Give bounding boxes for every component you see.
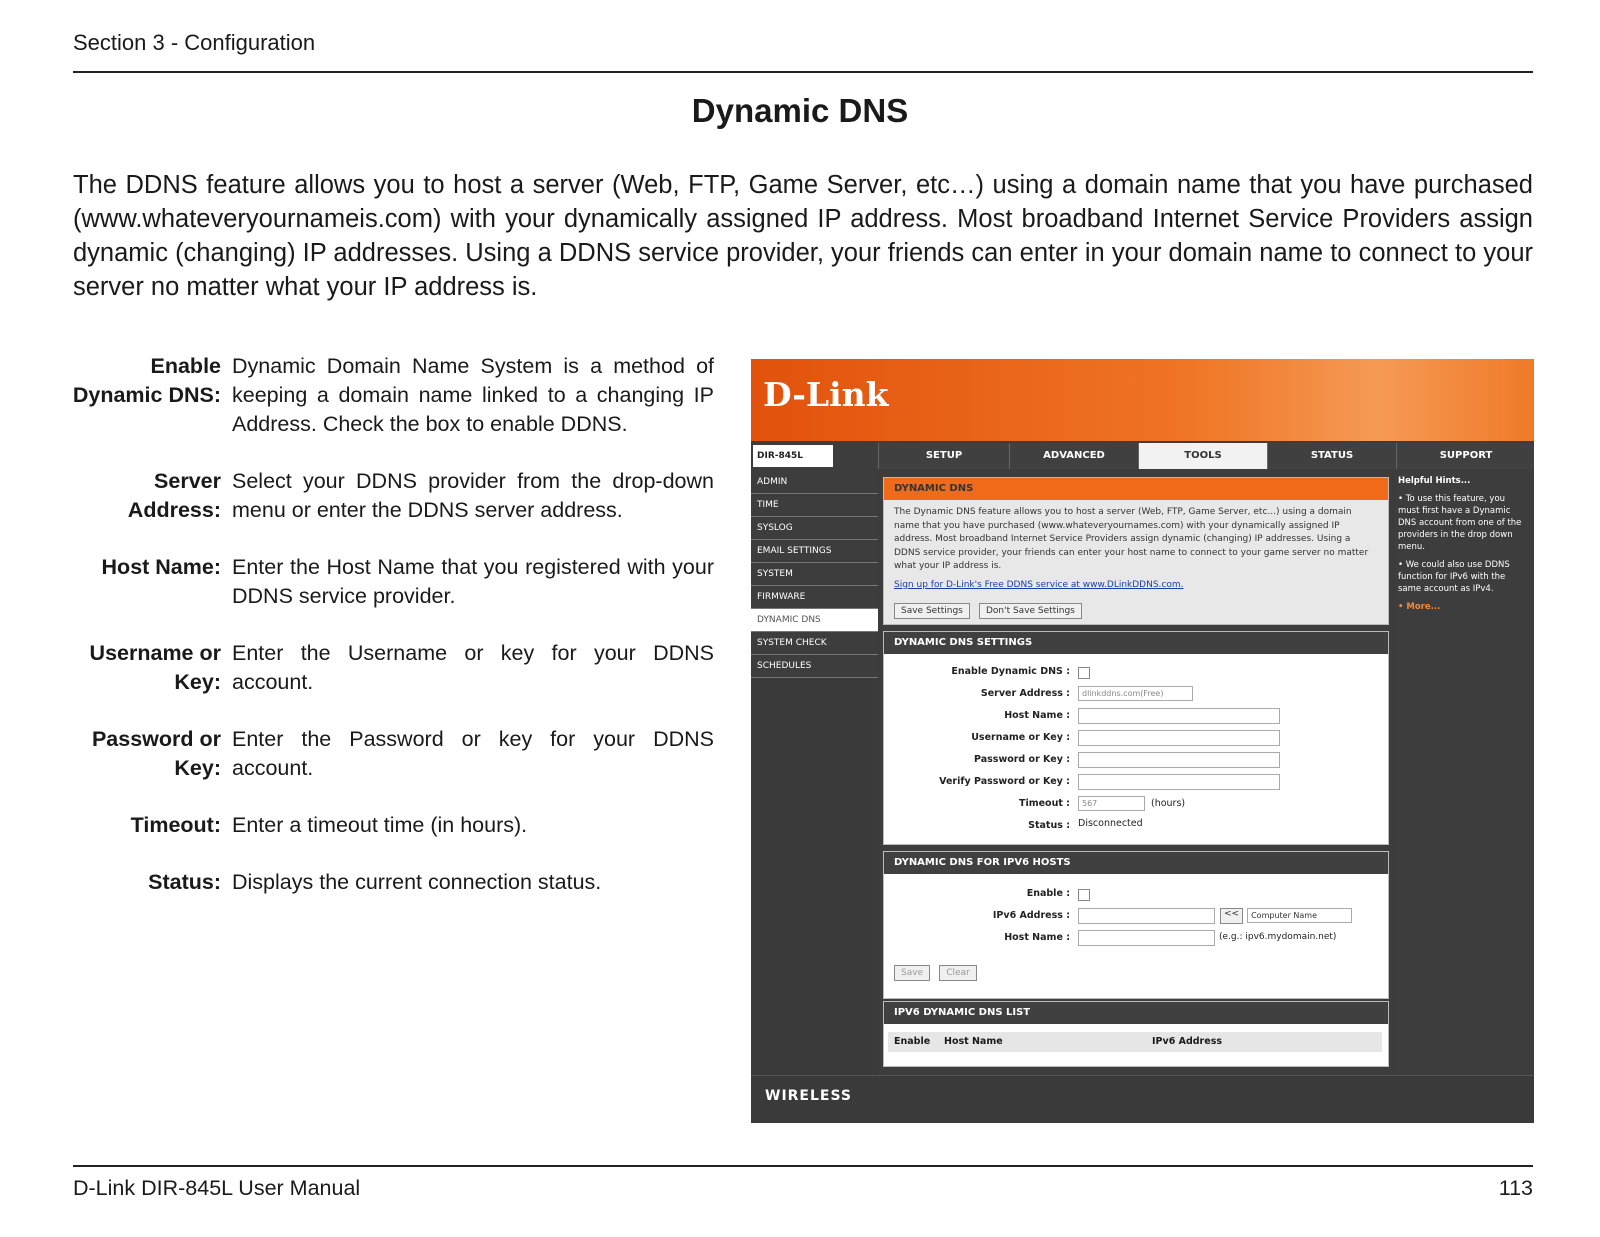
timeout-unit: (hours) (1151, 798, 1186, 809)
definition-item (60, 553, 714, 611)
router-screenshot (751, 359, 1534, 1123)
definition-desc: Dynamic Domain Name System is a method of keeping a domain name linked to a changing IP Address. Check the box to enable DDNS. (232, 354, 714, 436)
username-label: Username or Key : (971, 732, 1070, 743)
hints-title: Helpful Hints... (1398, 476, 1471, 486)
header-rule (73, 71, 1533, 73)
save-settings-button[interactable]: Save Settings (894, 603, 970, 619)
intro-box-text: The Dynamic DNS feature allows you to host a server (Web, FTP, Game Server, etc...) using a domain name that you have purchased (www.whateveryournames.com) with your dynamically assigned IP address. Most broadband Internet Service Providers assign dynamic (changing) IP addresses. Using a DDNS service provider, your friends can enter your host name to connect to your game server no matter what your IP address is. (894, 507, 1369, 571)
router-footer (751, 1075, 1534, 1123)
ipv6-enable-label: Enable : (1026, 888, 1070, 899)
enable-ddns-row (884, 664, 1388, 682)
ipv6-enable-checkbox[interactable] (1078, 889, 1090, 901)
router-navbar (751, 441, 1534, 471)
definition-desc: Select your DDNS provider from the drop-down menu or enter the DDNS server address. (232, 469, 714, 522)
nav-item-system-check[interactable]: SYSTEM CHECK (751, 632, 878, 655)
ipv6-list-header (888, 1032, 1382, 1052)
col-host-name: Host Name (944, 1036, 1003, 1047)
verify-password-label: Verify Password or Key : (939, 776, 1070, 787)
col-enable: Enable (894, 1036, 931, 1047)
hint-item: • To use this feature, you must first have a Dynamic DNS account from one of the providers in the drop down menu. (1398, 494, 1522, 552)
ipv6-address-row (884, 908, 1388, 926)
ipv6-host-label: Host Name : (1004, 932, 1070, 943)
ddns-settings-box (883, 631, 1389, 845)
intro-paragraph: The DDNS feature allows you to host a server (Web, FTP, Game Server, etc…) using a domain name that you have purchased (www.whateveryournameis.com) with your dynamically assigned IP address. Most broadband Internet Service Providers assign dynamic (changing) IP addresses. Using a DDNS service provider, your friends can enter in your domain name to connect to your server no matter what your IP address is. (73, 171, 1533, 301)
page-title: Dynamic DNS (691, 92, 909, 129)
definition-item (60, 811, 714, 840)
col-ipv6-address: IPv6 Address (1152, 1036, 1222, 1047)
definition-item (60, 639, 714, 697)
ipv6-hosts-box (883, 851, 1389, 999)
username-row (884, 730, 1388, 748)
ipv6-host-example: (e.g.: ipv6.mydomain.net) (1219, 932, 1337, 942)
ipv6-clear-button[interactable]: Clear (939, 965, 977, 981)
definition-item (60, 352, 714, 439)
definition-desc: Enter the Username or key for your DDNS account. (232, 641, 714, 694)
tab-tools[interactable]: TOOLS (1138, 443, 1267, 469)
ipv6-list-box (883, 1001, 1389, 1067)
server-address-label: Server Address : (980, 688, 1070, 699)
host-name-row (884, 708, 1388, 726)
computer-name-select[interactable]: Computer Name (1247, 908, 1352, 923)
nav-item-dynamic-dns[interactable]: DYNAMIC DNS (751, 609, 878, 632)
username-input[interactable] (1078, 730, 1280, 746)
status-label: Status : (1028, 820, 1070, 831)
intro-box (883, 477, 1389, 625)
router-banner (751, 359, 1534, 441)
definition-term: Status: (148, 870, 221, 894)
definition-item (60, 868, 714, 897)
helpful-hints-panel (1394, 471, 1534, 1075)
definition-desc: Enter the Password or key for your DDNS account. (232, 727, 714, 780)
definition-term: Timeout: (130, 813, 221, 837)
timeout-input[interactable]: 567 (1078, 796, 1145, 811)
intro-button-row (894, 598, 1378, 619)
dont-save-settings-button[interactable]: Don't Save Settings (979, 603, 1082, 619)
wireless-logo: WIRELESS (765, 1088, 853, 1104)
nav-item-system[interactable]: SYSTEM (751, 563, 878, 586)
ipv6-address-label: IPv6 Address : (992, 910, 1070, 921)
ipv6-list-title: IPV6 DYNAMIC DNS LIST (884, 1002, 1388, 1024)
more-link[interactable]: • More... (1398, 602, 1441, 612)
copy-address-button[interactable]: << (1220, 908, 1243, 924)
ipv6-host-input[interactable] (1078, 930, 1215, 946)
manual-title: D-Link DIR-845L User Manual (73, 1176, 361, 1200)
router-left-nav (751, 471, 878, 678)
ipv6-save-button[interactable]: Save (894, 965, 930, 981)
ipv6-hosts-title: DYNAMIC DNS FOR IPV6 HOSTS (884, 852, 1388, 874)
intro-box-title: DYNAMIC DNS (884, 478, 1388, 500)
server-address-select[interactable]: dlinkddns.com(Free) (1078, 686, 1193, 701)
enable-ddns-label: Enable Dynamic DNS : (951, 666, 1070, 677)
router-main (879, 471, 1393, 1075)
definition-list (60, 352, 714, 925)
definition-item (60, 725, 714, 783)
status-row (884, 818, 1388, 836)
nav-item-syslog[interactable]: SYSLOG (751, 517, 878, 540)
server-address-row (884, 686, 1388, 704)
ipv6-button-row (894, 960, 981, 981)
footer-rule (73, 1165, 1533, 1167)
section-header: Section 3 - Configuration (73, 30, 316, 55)
tab-setup[interactable]: SETUP (878, 443, 1009, 469)
definition-term: Password or Key: (91, 727, 221, 780)
host-name-label: Host Name : (1004, 710, 1070, 721)
verify-password-row (884, 774, 1388, 792)
dlink-logo: D-Link (763, 375, 889, 414)
definition-desc: Enter the Host Name that you registered with your DDNS service provider. (232, 555, 714, 608)
nav-item-admin[interactable]: ADMIN (751, 471, 878, 494)
definition-term: Server Address: (127, 469, 221, 522)
timeout-label: Timeout : (1018, 798, 1070, 809)
password-row (884, 752, 1388, 770)
password-input[interactable] (1078, 752, 1280, 768)
model-slash-icon: // (811, 441, 828, 469)
definition-desc: Enter a timeout time (in hours). (232, 813, 528, 837)
definition-term: Username or Key: (89, 641, 221, 694)
status-value: Disconnected (1078, 818, 1143, 829)
host-name-input[interactable] (1078, 708, 1280, 724)
nav-item-firmware[interactable]: FIRMWARE (751, 586, 878, 609)
ipv6-host-row (884, 930, 1388, 948)
ipv6-enable-row (884, 886, 1388, 904)
tab-advanced[interactable]: ADVANCED (1009, 443, 1138, 469)
definition-item (60, 467, 714, 525)
hint-item: • We could also use DDNS function for IPv6 with the same account as IPv4. (1398, 560, 1510, 594)
tab-status[interactable]: STATUS (1267, 443, 1396, 469)
nav-item-schedules[interactable]: SCHEDULES (751, 655, 878, 678)
definition-term: Enable Dynamic DNS: (72, 354, 221, 407)
definition-desc: Displays the current connection status. (232, 870, 602, 894)
definition-term: Host Name: (101, 555, 221, 579)
enable-ddns-checkbox[interactable] (1078, 667, 1090, 679)
ipv6-address-input[interactable] (1078, 908, 1215, 924)
page-number: 113 (1498, 1176, 1533, 1200)
password-label: Password or Key : (974, 754, 1070, 765)
ddns-settings-title: DYNAMIC DNS SETTINGS (884, 632, 1388, 654)
verify-password-input[interactable] (1078, 774, 1280, 790)
nav-item-time[interactable]: TIME (751, 494, 878, 517)
tab-support[interactable]: SUPPORT (1396, 443, 1534, 469)
ddns-signup-link[interactable]: Sign up for D-Link's Free DDNS service at www.DLinkDDNS.com. (894, 579, 1184, 590)
nav-item-email-settings[interactable]: EMAIL SETTINGS (751, 540, 878, 563)
timeout-row (884, 796, 1388, 814)
model-badge: DIR-845L (753, 445, 833, 467)
